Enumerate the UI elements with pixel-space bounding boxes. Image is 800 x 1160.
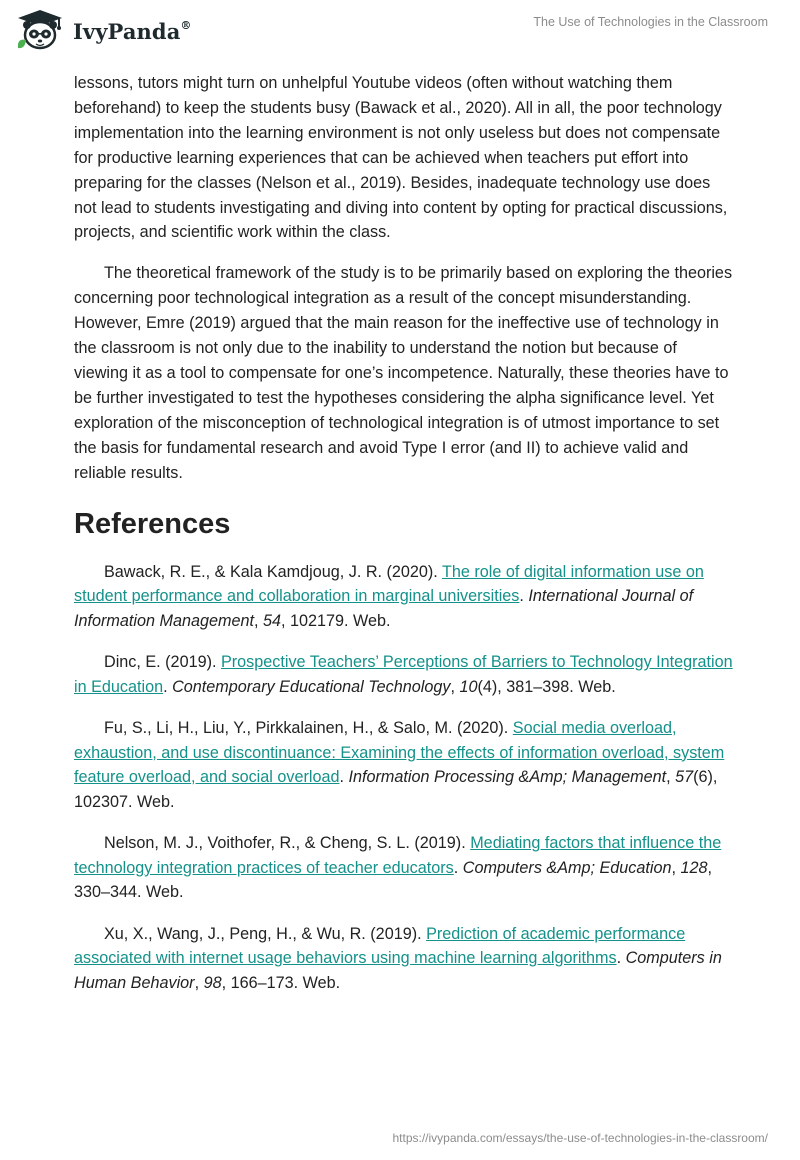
reference-journal: Information Processing &Amp; Management bbox=[348, 768, 667, 786]
reference-volume: 10 bbox=[459, 677, 478, 696]
reference-separator: . bbox=[616, 949, 626, 967]
reference-journal: Computers &Amp; Education bbox=[462, 858, 672, 877]
reference-separator: , bbox=[671, 858, 681, 877]
reference-separator: , bbox=[194, 973, 204, 992]
document-title: The Use of Technologies in the Classroom bbox=[533, 15, 768, 29]
brand-name: IvyPanda bbox=[73, 18, 181, 44]
reference-separator: . bbox=[339, 768, 349, 786]
reference-entry bbox=[74, 650, 734, 699]
reference-separator: , bbox=[253, 611, 263, 630]
reference-journal: Computers in Human Behavior bbox=[74, 949, 722, 992]
page-header bbox=[0, 0, 800, 70]
reference-separator: . bbox=[453, 858, 463, 877]
reference-link[interactable]: Social media overload, exhaustion, and use discontinuance: Examining the effects of information overload, system feature overload, and social overload bbox=[74, 719, 725, 786]
reference-authors: Bawack, R. E., & Kala Kamdjoug, J. R. (2020). bbox=[104, 562, 442, 581]
source-url[interactable]: https://ivypanda.com/essays/the-use-of-technologies-in-the-classroom/ bbox=[392, 1131, 768, 1145]
reference-separator: , bbox=[666, 768, 676, 786]
reference-authors: Fu, S., Li, H., Liu, Y., Pirkkalainen, H., & Salo, M. (2020). bbox=[104, 719, 513, 737]
reference-separator: , bbox=[450, 677, 460, 696]
reference-pages: (4), 381–398. Web. bbox=[477, 677, 616, 696]
reference-authors: Nelson, M. J., Voithofer, R., & Cheng, S. L. (2019). bbox=[104, 834, 471, 852]
reference-link[interactable]: The role of digital information use on student performance and collaboration in marginal universities bbox=[74, 562, 704, 605]
ivypanda-logo[interactable] bbox=[14, 8, 192, 54]
reference-entry bbox=[74, 716, 734, 814]
reference-journal: Contemporary Educational Technology bbox=[172, 677, 451, 696]
reference-volume: 57 bbox=[675, 768, 694, 786]
reference-entry bbox=[74, 831, 734, 905]
reference-entry bbox=[74, 560, 734, 634]
reference-volume: 98 bbox=[203, 973, 222, 992]
reference-separator: . bbox=[163, 677, 173, 696]
references-heading: References bbox=[74, 507, 231, 540]
registered-mark: ® bbox=[180, 18, 192, 32]
reference-pages: , 330–344. Web. bbox=[74, 858, 713, 901]
reference-authors: Dinc, E. (2019). bbox=[104, 653, 221, 671]
reference-pages: , 166–173. Web. bbox=[221, 973, 341, 992]
reference-link[interactable]: Prediction of academic performance associated with internet usage behaviors using machine learning algorithms bbox=[74, 924, 686, 967]
reference-link[interactable]: Prospective Teachers’ Perceptions of Barriers to Technology Integration in Education bbox=[74, 653, 733, 696]
reference-volume: 128 bbox=[680, 858, 708, 877]
paragraph-theoretical-framework: The theoretical framework of the study is to be primarily based on exploring the theories concerning poor technological integration as a result of the concept misunderstanding. However, Emre (2019) argued that the main reason for the ineffective use of technology in the classroom is not only due to the inability to understand the notion but because of viewing it as a tool to compensate for one’s incompetence. Naturally, these theories have to be further investigated to test the hypotheses considering the alpha significance level. Yet exploration of the misconception of technological integration is of utmost importance to set the basis for fundamental research and avoid Type I error (and II) to achieve valid and reliable results. bbox=[74, 264, 733, 482]
essay-body bbox=[74, 71, 734, 1012]
paragraph-continuation: lessons, tutors might turn on unhelpful Youtube videos (often without watching them beforehand) to keep the students busy (Bawack et al., 2020). All in all, the poor technology implementation into the learning environment is not only useless but does not compensate for productive learning experiences that can be achieved when teachers put effort into preparing for the classes (Nelson et al., 2019). Besides, inadequate technology use does not lead to students investigating and diving into content by opting for practical discussions, projects, and scientific work within the class. bbox=[74, 74, 728, 242]
reference-pages: (6), 102307. Web. bbox=[74, 768, 718, 811]
reference-authors: Xu, X., Wang, J., Peng, H., & Wu, R. (2019). bbox=[104, 924, 427, 943]
reference-entry bbox=[74, 922, 734, 996]
reference-volume: 54 bbox=[262, 611, 281, 630]
reference-separator: . bbox=[519, 587, 529, 605]
reference-link[interactable]: Mediating factors that influence the technology integration practices of teacher educators bbox=[74, 834, 722, 877]
panda-graduate-icon bbox=[14, 8, 66, 54]
reference-journal: International Journal of Information Management bbox=[74, 587, 694, 630]
reference-pages: , 102179. Web. bbox=[280, 611, 391, 630]
